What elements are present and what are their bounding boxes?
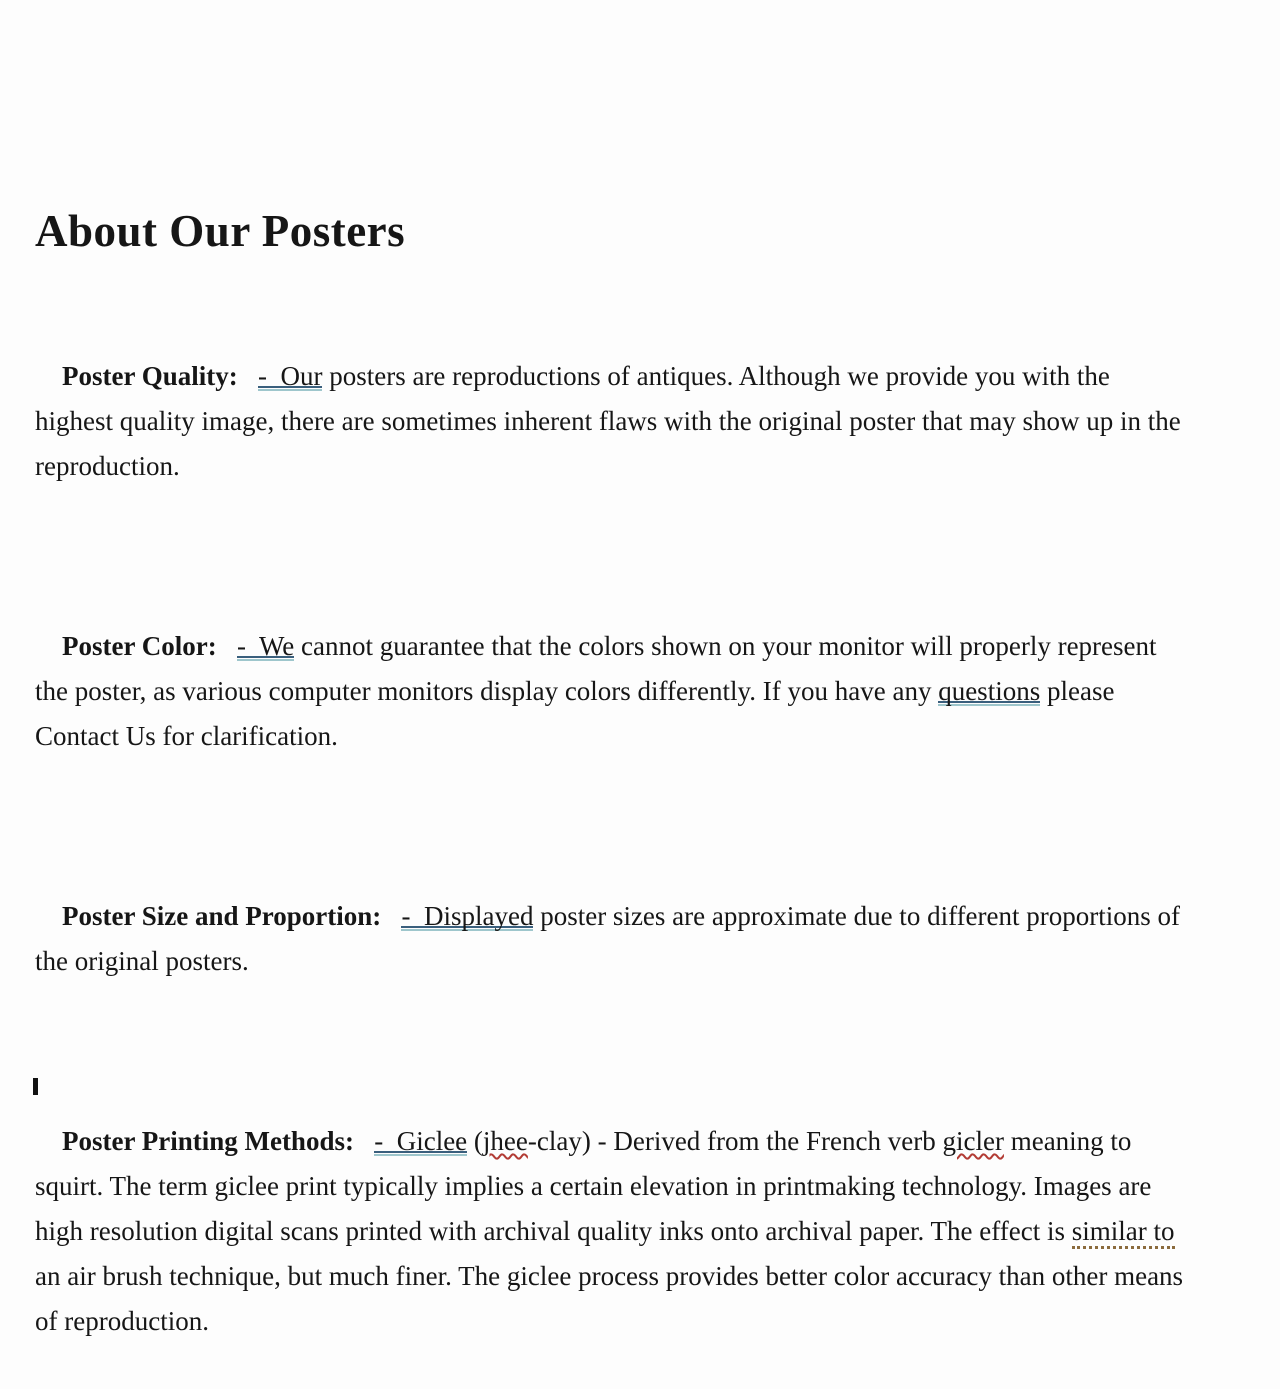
paragraph-poster-printing-methods bbox=[35, 1074, 1190, 1389]
link-underlined-text[interactable]: - Giclee bbox=[374, 1126, 468, 1156]
spacer-text bbox=[217, 631, 237, 661]
body-text: poster sizes are approximate due to different proportions of the original posters. bbox=[35, 901, 1187, 976]
spacer-text bbox=[354, 1126, 374, 1156]
paragraph-poster-size-and-proportion bbox=[35, 849, 1185, 1029]
misspelled-word-gicler: gicler bbox=[942, 1126, 1004, 1156]
paragraph-poster-quality bbox=[35, 309, 1188, 534]
body-text: -clay) - Derived from the French verb bbox=[527, 1126, 943, 1156]
link-underlined-text-questions[interactable]: questions bbox=[938, 676, 1041, 706]
misspelled-word-jhee: jhee bbox=[482, 1126, 528, 1156]
body-text: ( bbox=[467, 1126, 483, 1156]
link-underlined-text[interactable]: - Displayed bbox=[401, 901, 534, 931]
lead-in-poster-color: Poster Color: bbox=[62, 631, 217, 661]
page-title: About Our Posters bbox=[35, 206, 406, 256]
body-text: cannot guarantee that the colors shown on your monitor will properly represent the poster, as various computer monitors display colors differently. If you have any bbox=[35, 631, 1164, 706]
grammar-flagged-text: similar to bbox=[1072, 1216, 1175, 1249]
body-text: meaning to squirt. The term giclee print typically implies a certain elevation in printmaking technology. Images are high resolution digital scans printed with archival quality inks onto archival paper. The effect is bbox=[35, 1126, 1159, 1246]
body-text: please Contact Us for clarification. bbox=[35, 676, 1122, 751]
text-cursor-mark bbox=[33, 1078, 38, 1095]
lead-in-poster-size: Poster Size and Proportion: bbox=[62, 901, 382, 931]
body-text: posters are reproductions of antiques. Although we provide you with the highest quality image, there are sometimes inherent flaws with the original poster that may show up in the reproduction. bbox=[35, 361, 1188, 481]
lead-in-poster-quality: Poster Quality: bbox=[62, 361, 238, 391]
link-underlined-text[interactable]: - We bbox=[236, 631, 295, 661]
spacer-text bbox=[381, 901, 401, 931]
paragraph-poster-color bbox=[35, 579, 1185, 804]
spacer-text bbox=[238, 361, 258, 391]
link-underlined-text[interactable]: - Our bbox=[257, 361, 323, 391]
body-text: an air brush technique, but much finer. The giclee process provides better color accuracy than other means of reproduction. bbox=[35, 1216, 1190, 1336]
lead-in-poster-printing: Poster Printing Methods: bbox=[62, 1126, 354, 1156]
